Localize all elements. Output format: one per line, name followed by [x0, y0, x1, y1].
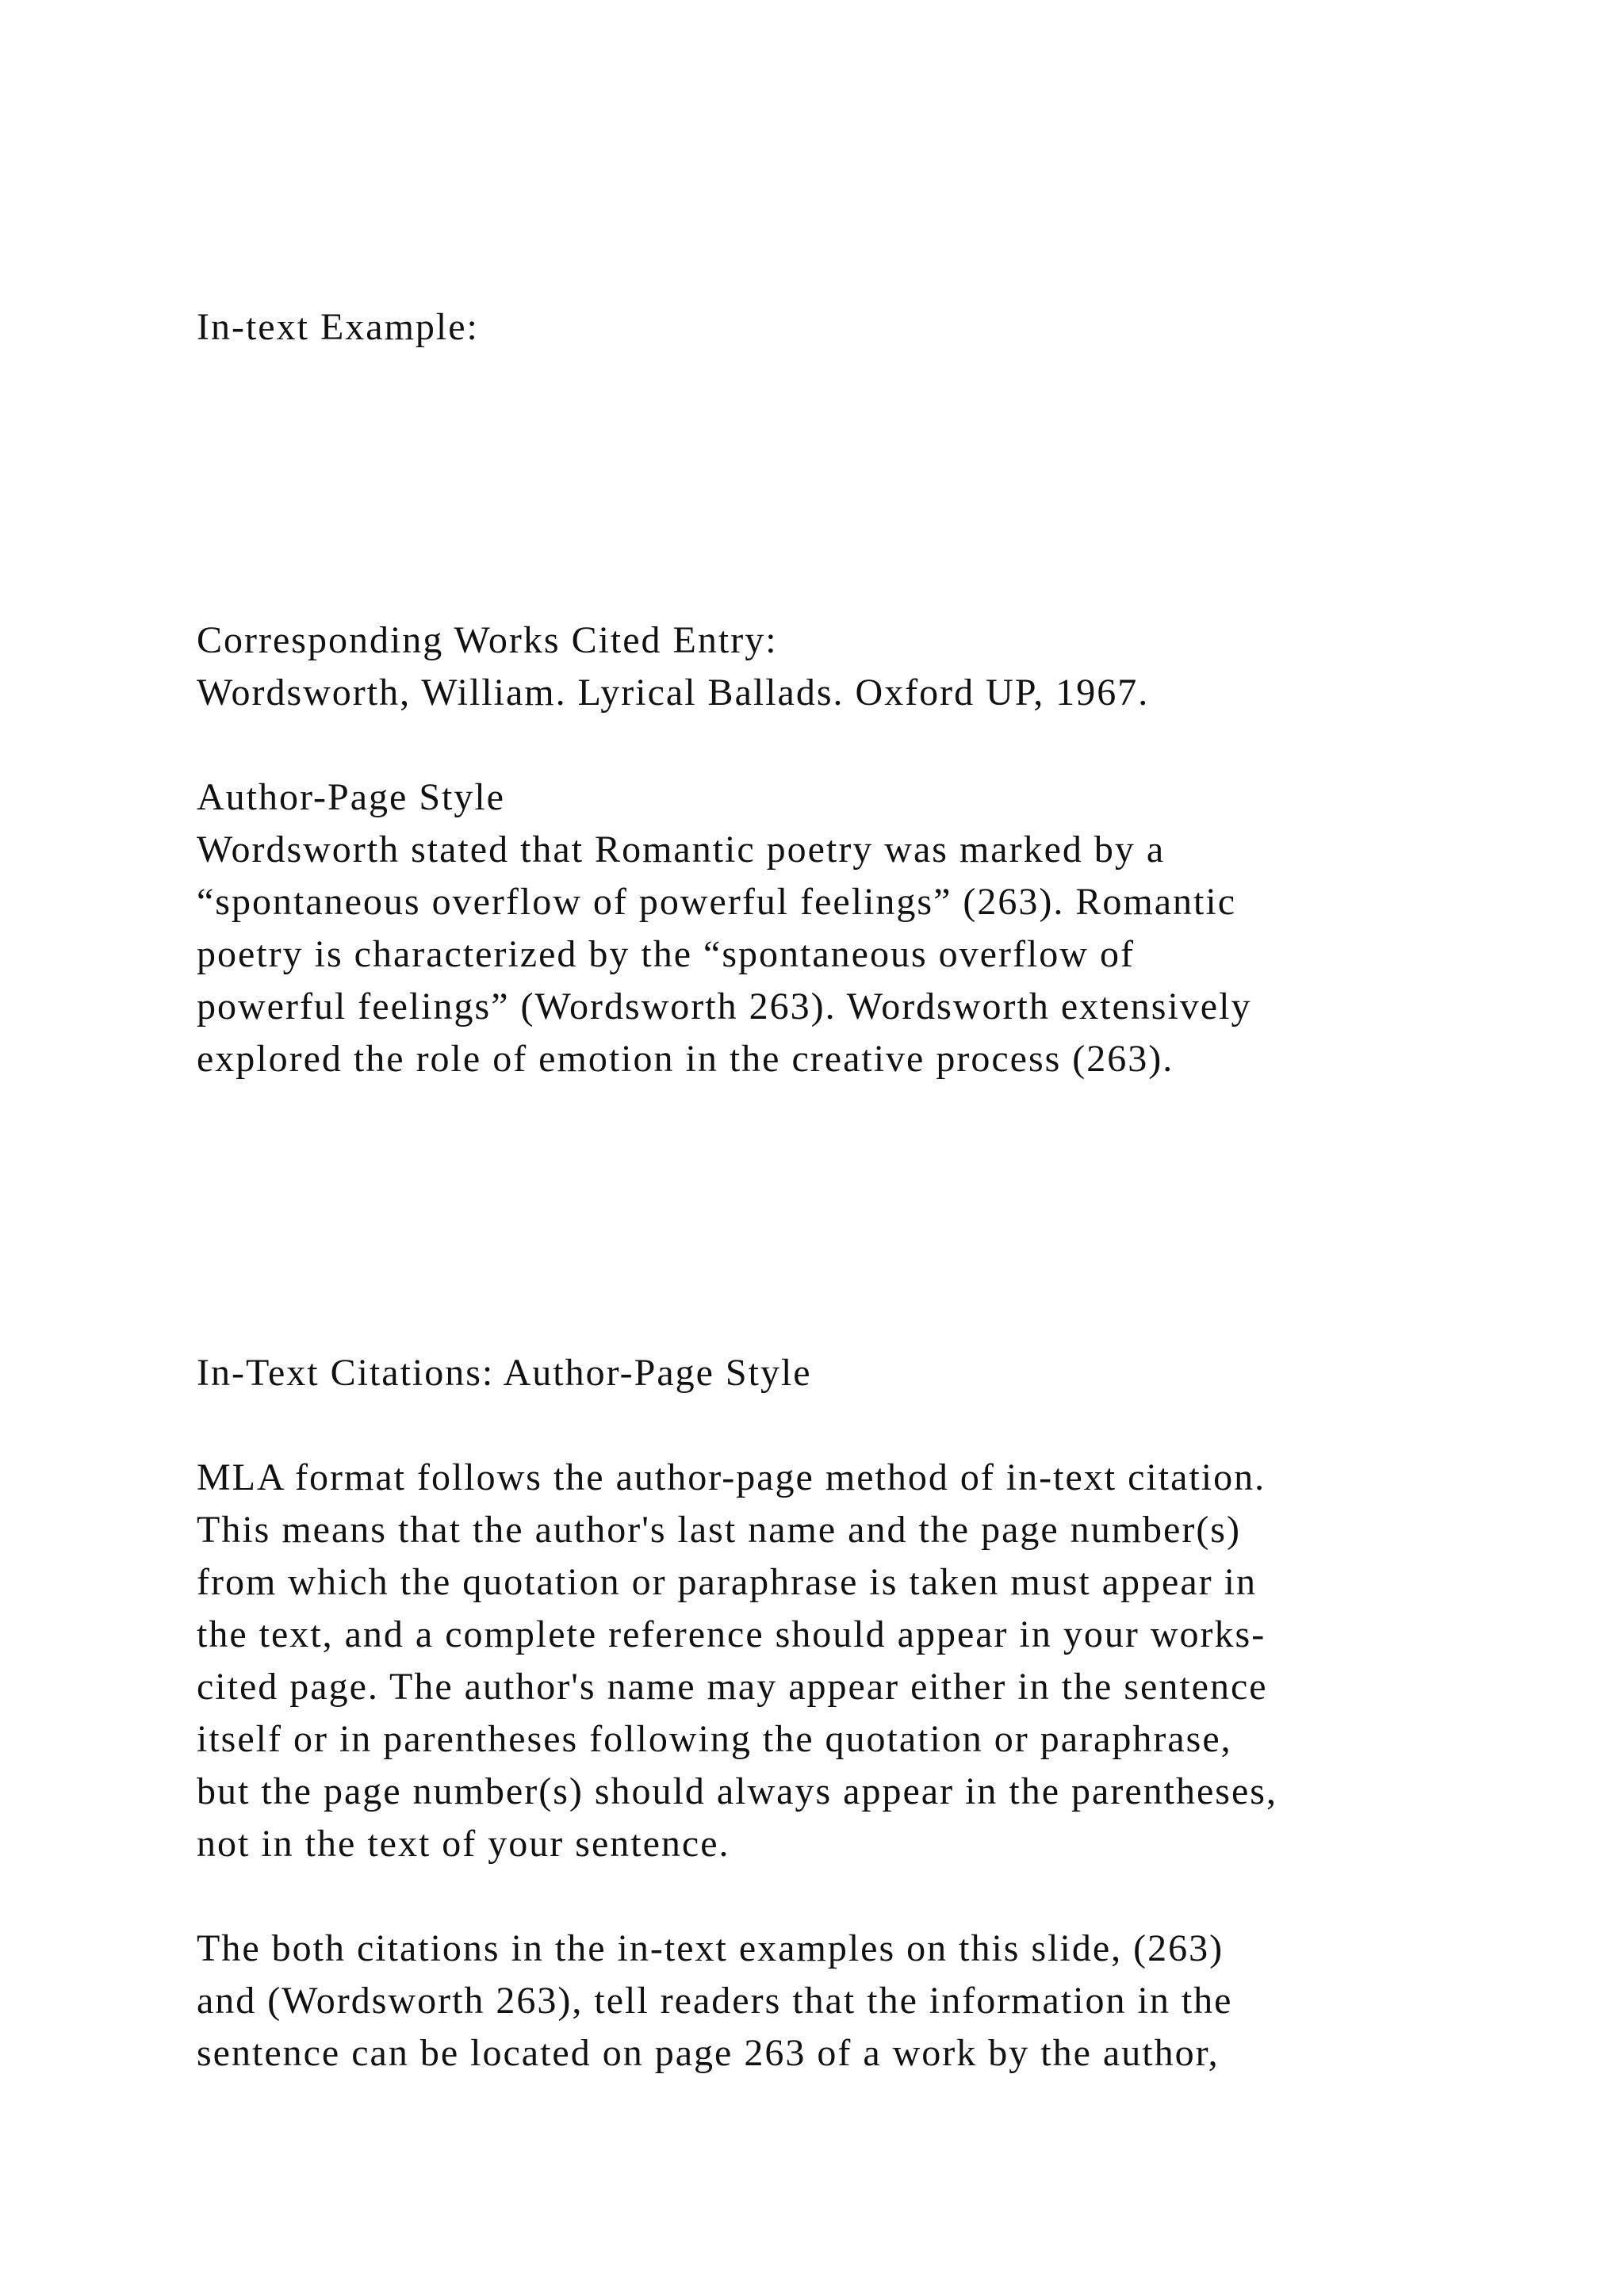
paragraph-line: This means that the author's last name and the page number(s): [197, 1509, 1241, 1551]
author-page-style-heading: Author-Page Style: [197, 776, 505, 818]
example-line: “spontaneous overflow of powerful feelings” (263). Romantic: [197, 881, 1236, 923]
paragraph-line: cited page. The author's name may appear either in the sentence: [197, 1666, 1268, 1708]
paragraph-line: The both citations in the in-text examples on this slide, (263): [197, 1927, 1224, 1969]
paragraph-line: MLA format follows the author-page method of in-text citation.: [197, 1456, 1266, 1498]
paragraph-line: not in the text of your sentence.: [197, 1823, 730, 1865]
example-line: poetry is characterized by the “spontaneous overflow of: [197, 933, 1135, 975]
in-text-citations-heading: In-Text Citations: Author-Page Style: [197, 1352, 812, 1394]
paragraph-line: sentence can be located on page 263 of a work by the author,: [197, 2032, 1220, 2074]
paragraph-line: but the page number(s) should always appear in the parentheses,: [197, 1770, 1277, 1812]
paragraph-line: the text, and a complete reference should appear in your works-: [197, 1613, 1266, 1655]
paragraph-line: itself or in parentheses following the quotation or paraphrase,: [197, 1718, 1232, 1760]
paragraph-line: and (Wordsworth 263), tell readers that the information in the: [197, 1980, 1233, 2022]
paragraph-line: from which the quotation or paraphrase is taken must appear in: [197, 1561, 1257, 1603]
example-line: explored the role of emotion in the creative process (263).: [197, 1038, 1174, 1080]
example-line: powerful feelings” (Wordsworth 263). Wordsworth extensively: [197, 985, 1252, 1027]
works-cited-heading: Corresponding Works Cited Entry:: [197, 619, 778, 661]
works-cited-entry: Wordsworth, William. Lyrical Ballads. Oxford UP, 1967.: [197, 672, 1150, 714]
in-text-example-heading: In-text Example:: [197, 306, 479, 348]
example-line: Wordsworth stated that Romantic poetry was marked by a: [197, 828, 1166, 871]
